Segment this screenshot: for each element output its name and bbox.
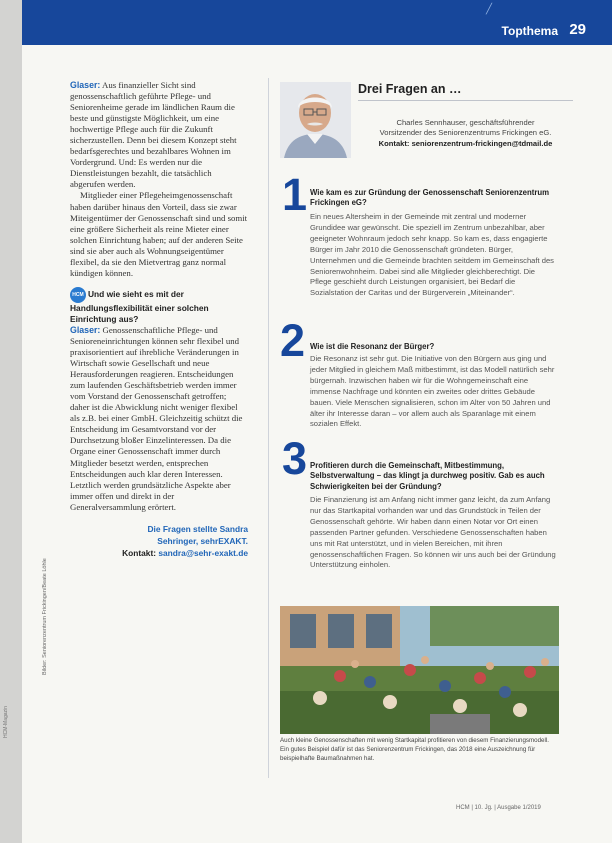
question-heading: Wie ist die Resonanz der Bürger? — [310, 342, 435, 351]
question-heading: Profitieren durch die Gemeinschaft, Mitbestimmung, Selbstverwaltung – das klingt ja durchweg positiv. Gab es auch Schwierigkeiten bei der Gründung? — [310, 461, 545, 491]
question-text: Und wie sieht es mit der Handlungsflexibilität einer solchen Einrichtung aus? — [70, 288, 209, 324]
portrait-illustration — [280, 82, 351, 158]
question-number: 1 — [282, 169, 308, 220]
intro-contact — [358, 139, 573, 149]
paragraph-text: Genossenschaftliche Pflege- und Senioreneinrichtungen können sehr flexibel und praxisorientiert auf ihrebliche Veränderungen in Wirtschaft sowie Gesellschaft und neue Herausforderungen reagieren. Entscheidungen zum laufenden Geschäftsbetrieb werden immer vom Vorstand der Genossenschaft getroffen; daher ist die Abwicklung nicht weniger flexibel als z.B. bei einer GmbH. Gleichzeitig schützt die Entscheidung im Gesamtvorstand vor der Durchsetzung bloßer Einzelinteressen. Da die Organe einer Genossenschaft immer durch Mitglieder besetzt werden, entsprechen Entscheidungen auch klar deren Interessen. Letztlich werden grundsätzliche Aspekte aber immer offen und direkt in der Generalversammlung erörtert. — [70, 324, 243, 512]
side-mark: HCM-Magazin — [3, 706, 9, 738]
hcm-badge-icon: HCM — [70, 287, 86, 303]
question-number: 2 — [280, 315, 306, 366]
column-divider — [268, 78, 269, 778]
paragraph-text: Aus finanzieller Sicht sind genossenschaftlich geführte Pflege- und Seniorenheime gerade im ländlichen Raum die beste und günstigste Möglichkeit, um eine hochwertige Pflege auch für die Zukunft sicherzustellen. Denn bei diesem Konzept steht bedarfsgerechtes und bezahlbares Wohnen im Vordergrund. Und: Es werden nur die Dienstleistungen bezahlt, die tatsächlich abgerufen werden. — [70, 80, 237, 190]
header-logo-icon: ╱ — [485, 4, 492, 15]
answer-text: Ein neues Altersheim in der Gemeinde mit zentral und moderner Grundidee war gewünscht. Die speziell im Zentrum unbezahlbar, aber geeigneter Wohnraum jedoch sehr knapp. So kam es, dass engagierte Bürger im Jahr 2010 die Genossenschaft gründeten. Bürger, Unternehmen und die Gemeinde brachten seitdem im Gemeinschaft des Seniorenwohnheim. Dabei sind alle Mitglieder gleichberechtigt. Die Pflege geschieht durch Leistungen organisiert, bei Bedarf die Sozialstation der Caritas und der Bürgerverein „Miteinander“. — [310, 212, 554, 298]
photo-caption: Auch kleine Genossenschaften mit wenig Startkapital profitieren von diesem Finanzierungsmodell. Ein gutes Beispiel dafür ist das Seniorenzentrum Frickingen, das 2018 eine Auszeichnung für beispielhafte Baumaßnahmen hat. — [280, 737, 549, 762]
portrait-photo — [280, 82, 351, 158]
contact-label: Kontakt: — [122, 547, 157, 558]
question-heading: Wie kam es zur Gründung der Genossenschaft Seniorenzentrum Frickingen eG? — [310, 188, 550, 208]
speaker-label: Glaser: — [70, 80, 101, 90]
question-number: 3 — [282, 433, 308, 484]
answer-text: Die Finanzierung ist am Anfang nicht immer ganz leicht, da zum Anfang nur das Startkapital vorhanden war und das Grundstück in Teilen der Genossenschaft gehörte. Wir haben dann einen Notar vor Ort einen passenden Partner gefunden. Verschiedene Genossenschaften haben uns mit Rat unterstützt, und in vielen Bereichen, mit ihren genossenschaftlichen Fragen. So können wir uns auch bei der Gründung Unterstützung einholen. — [310, 495, 556, 570]
left-column — [70, 80, 248, 559]
speaker-label: Glaser: — [70, 324, 101, 335]
contact-label: Kontakt: — [378, 138, 410, 148]
intro-line: Vorsitzender des Seniorenzentrums Frickingen eG. — [379, 128, 552, 138]
credit-line: Die Fragen stellte Sandra — [147, 523, 248, 534]
section-title: Topthema — [501, 24, 558, 38]
answer-paragraph-2: Mitglieder einer Pflegeheimgenossenschaft haben darüber hinaus den Vorteil, dass sie zwar Miteigentümer der Genossenschaft sind und somit eine größere Sicherheit als reine Mieter einer solchen Einrichtung haben; auf der anderen Seite sind sie aber auch als Wohnungseigentümer flexibel, da sie den Mietvertrag ganz normal kündigen können. — [70, 190, 248, 278]
header-bar — [22, 0, 612, 45]
answer-paragraph-1 — [70, 80, 248, 190]
box-title: Drei Fragen an … — [358, 82, 462, 96]
event-photo — [280, 606, 559, 734]
interview-question — [70, 287, 248, 325]
answer-paragraph-3 — [70, 325, 248, 513]
page-footer: HCM | 10. Jg. | Ausgabe 1/2019 — [456, 805, 541, 811]
credit-line: Sehringer, sehrEXAKT. — [157, 535, 248, 546]
contact-email-link[interactable]: sandra@sehr-exakt.de — [156, 547, 248, 558]
interviewee-intro — [358, 118, 573, 149]
photo-credit: Bilder: Seniorenzentrum Frickingen/Beate Löhle — [42, 558, 48, 675]
answer-text: Die Resonanz ist sehr gut. Die Initiative von den Bürgern aus ging und jeder Mitglied in gleichem Maß mitbestimmt, ist das Modell natürlich sehr bürgernah. Inzwischen haben wir für die Wohngemeinschaft eine immense Nachfrage und könnten ein zweites oder drittes Gebäude bauen. Viele Menschen signalisieren, schon im Alter von 50 Jahren und älter ihr Interesse daran – vor allem auch als Sparanlage mit einem sozialen Effekt. — [310, 354, 555, 429]
interview-credit — [70, 523, 248, 559]
box-rule — [358, 100, 573, 101]
intro-line: Charles Sennhauser, geschäftsführender — [396, 118, 535, 127]
crowd-illustration — [280, 606, 559, 734]
page-number: 29 — [569, 21, 586, 38]
contact-email-link[interactable]: seniorenzentrum-frickingen@tdmail.de — [409, 138, 553, 148]
credit-contact — [70, 547, 248, 559]
